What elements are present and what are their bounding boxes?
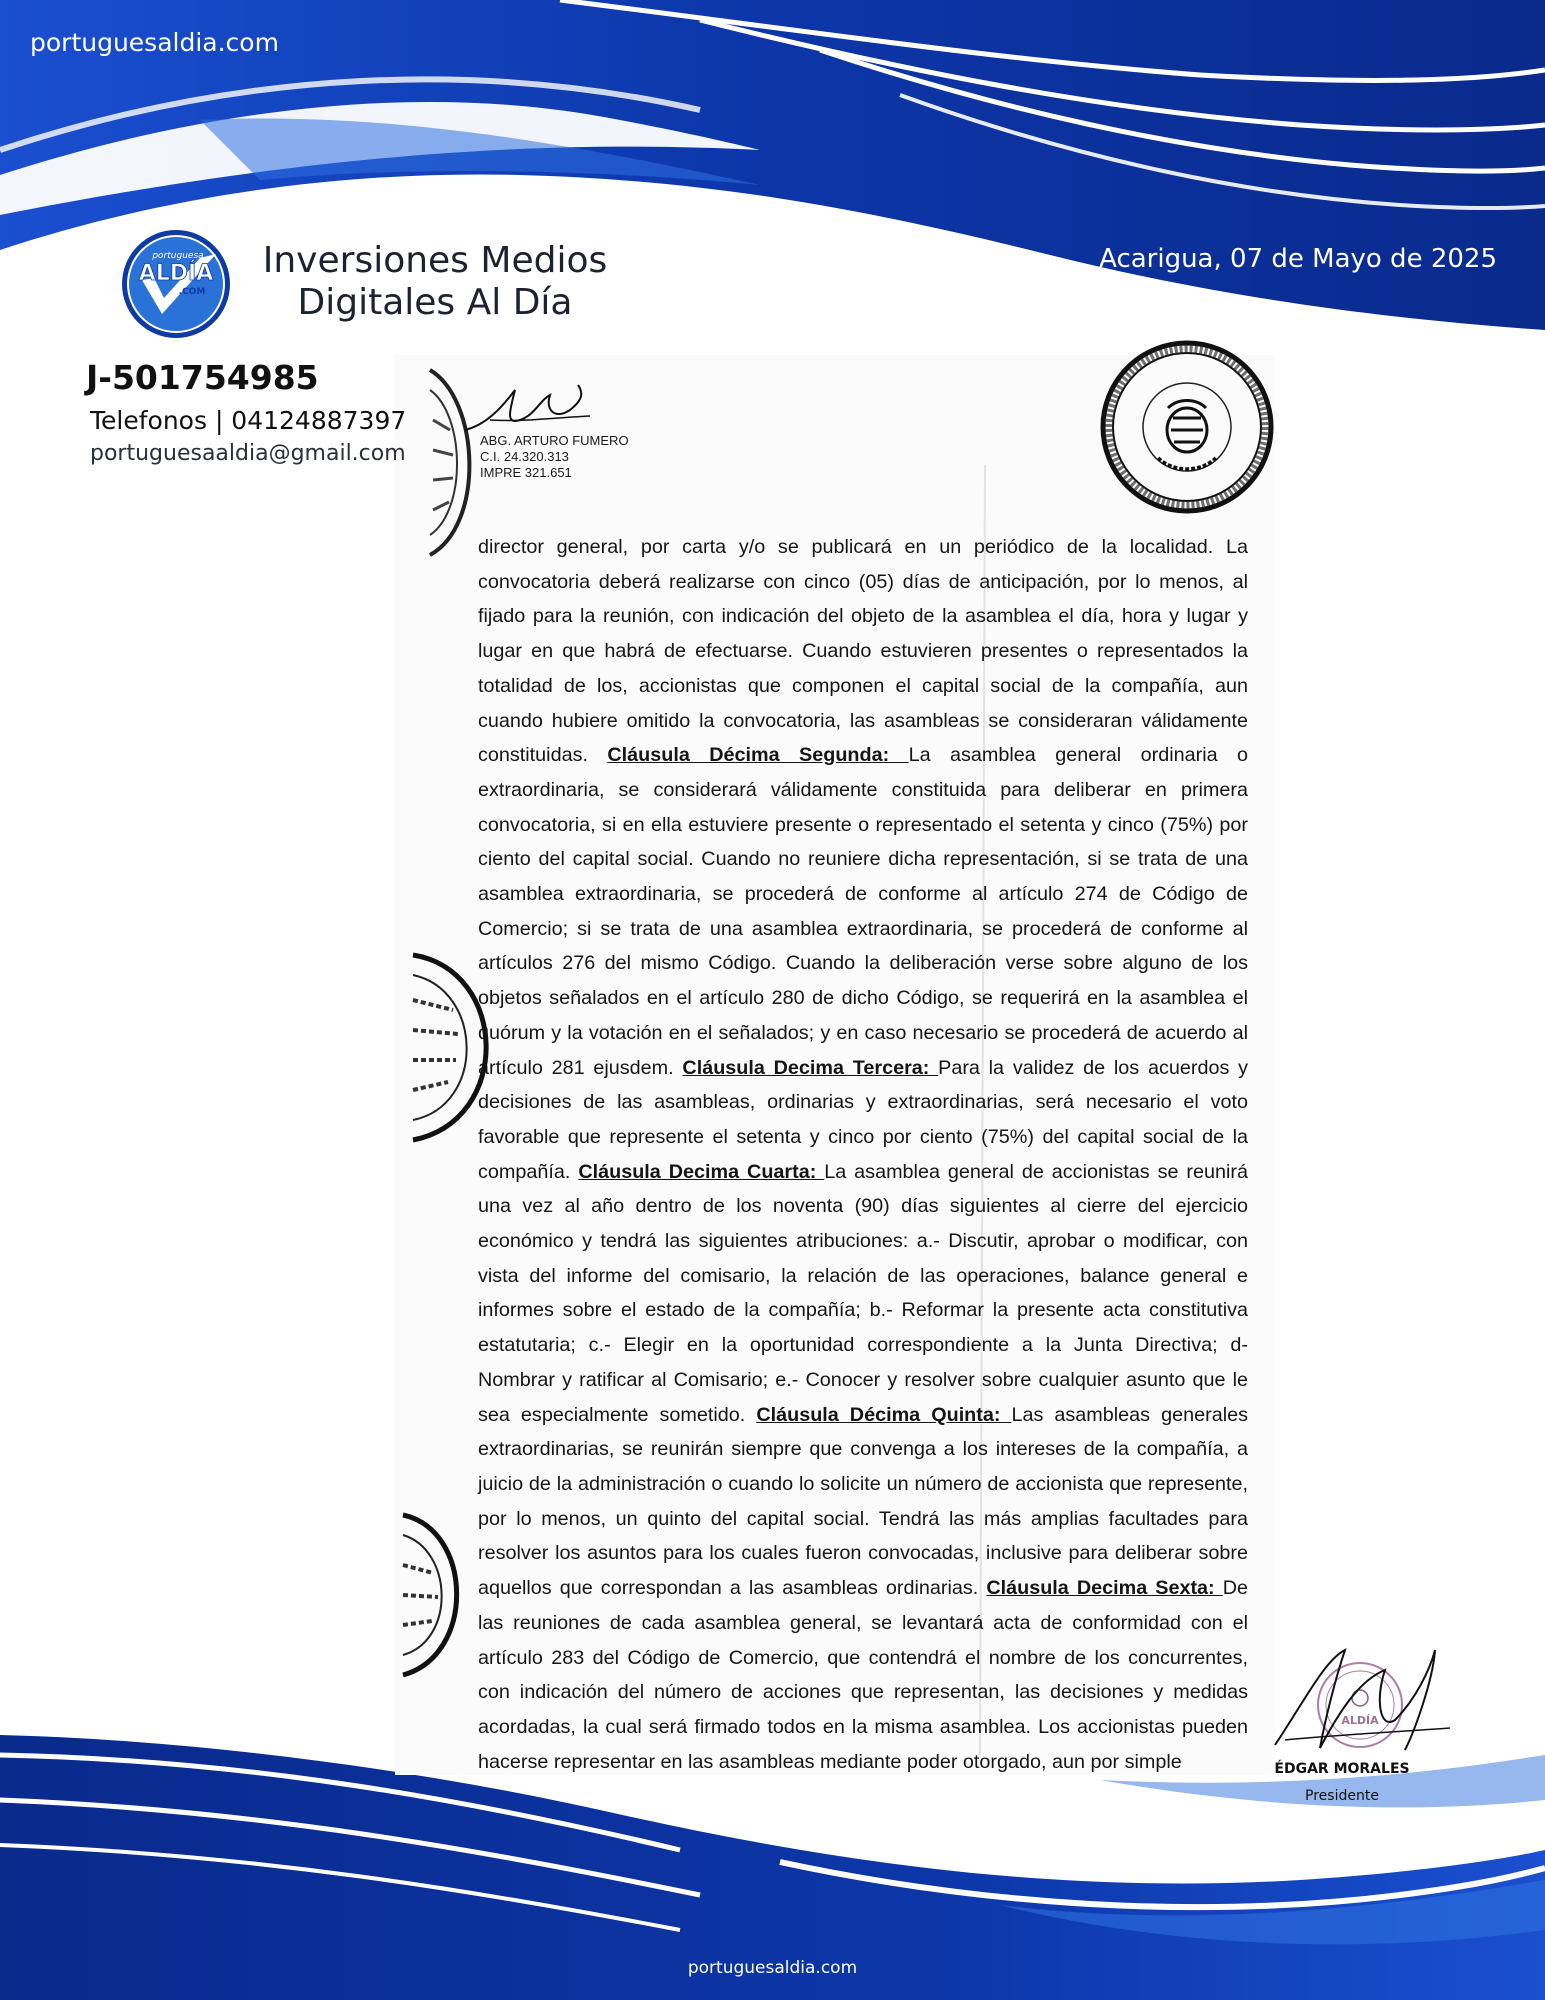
clause-heading-16: Cláusula Decima Sexta: <box>986 1577 1223 1600</box>
site-url-footer: portuguesaldia.com <box>687 1958 858 1978</box>
svg-text:portuguesa: portuguesa <box>152 251 204 261</box>
clause-heading-15: Cláusula Décima Quinta: <box>756 1403 1012 1426</box>
official-government-seal <box>1098 338 1276 516</box>
lawyer-credentials <box>480 433 629 481</box>
company-rif: J-501754985 <box>86 358 319 397</box>
president-signature-stamp <box>1265 1640 1455 1760</box>
company-name-line1: Inversiones Medios <box>262 240 608 281</box>
site-url-header: portuguesaldia.com <box>30 28 279 57</box>
clause-text-16: De las reuniones de cada asamblea general, se levantará acta de conformidad con el artículo 283 del Código de Comercio, que contendrá el nombre de los concurrentes, con indicación del número de acciones que representan, las decisiones y medidas acordadas, la cual será firmado todos en la misma asamblea. Los accionistas pueden hacerse representar en las asambleas mediante poder otorgado, aun por simple <box>478 1577 1248 1773</box>
clause-heading-13: Cláusula Decima Tercera: <box>682 1056 939 1079</box>
paragraph-convocatoria: director general, por carta y/o se publicará en un periódico de la localidad. La convocatoria deberá realizarse con cinco (05) días de anticipación, por lo menos, al fijado para la reunión, con indicación del objeto de la asamblea el día, hora y lugar y lugar en que habrá de efectuarse. Cuando estuvieren presentes o representados la totalidad de los, accionistas que componen el capital social de la compañía, aun cuando hubiere omitido la convocatoria, las asambleas se consideraran válidamente constituidas. <box>478 536 1248 767</box>
lawyer-ci: C.I. 24.320.313 <box>480 449 569 464</box>
company-phone: Telefonos | 04124887397 <box>90 406 407 435</box>
svg-text:ALDÍA: ALDÍA <box>138 261 214 286</box>
clause-heading-14: Cláusula Decima Cuarta: <box>578 1160 825 1183</box>
company-name <box>255 240 615 324</box>
company-name-line2: Digitales Al Día <box>297 282 573 323</box>
document-date: Acarigua, 07 de Mayo de 2025 <box>1099 244 1497 274</box>
clause-text-14: La asamblea general de accionistas se reunirá una vez al año dentro de los noventa (90) días siguientes al cierre del ejercicio económico y tendrá las siguientes atribuciones: a.- Discutir, aprobar o modificar, con vista del informe del comisario, la relación de las operaciones, balance general e informes sobre el estado de la compañía; b.- Reformar la presente acta constitutiva estatutaria; c.- Elegir en la oportunidad correspondiente a la Junta Directiva; d- Nombrar y ratificar al Comisario; e.- Conocer y resolver sobre cualquier asunto que le sea especialmente sometido. <box>478 1160 1248 1426</box>
svg-text:.COM: .COM <box>178 287 206 297</box>
lawyer-signature <box>460 380 600 440</box>
company-email: portuguesaaldia@gmail.com <box>90 441 406 466</box>
president-role: Presidente <box>1305 1788 1379 1804</box>
clause-heading-12: Cláusula Décima Segunda: <box>607 744 909 767</box>
clause-text-13: Para la validez de los acuerdos y decisiones de las asambleas, ordinarias y extraordinarias, será necesario el voto favorable que represente el setenta y cinco por ciento (75%) del capital social de la compañía. <box>478 1056 1248 1183</box>
clause-text-12: La asamblea general ordinaria o extraordinaria, se considerará válidamente constituida para deliberar en primera convocatoria, si en ella estuviere presente o representado el setenta y cinco (75%) por ciento del capital social. Cuando no reuniere dicha representación, si se trata de una asamblea extraordinaria, se procederá de conforme al artículo 274 de Código de Comercio; si se trata de una asamblea extraordinaria, se procederá de conforme al artículos 276 del mismo Código. Cuando la deliberación verse sobre alguno de los objetos señalados en el artículo 280 de dicho Código, se requerirá en la asamblea el quórum y la votación en el señalados; y en caso necesario se procederá de acuerdo al artículo 281 ejusdem. <box>478 744 1249 1079</box>
clause-text-15: Las asambleas generales extraordinarias, se reunirán siempre que convenga a los intereses de la compañía, a juicio de la administración o cuando lo solicite un número de accionista que represente, por lo menos, un quinto del capital social. Tendrá las más amplias facultades para resolver los asuntos para los cuales fueron convocadas, inclusive para deliberar sobre aquellos que correspondan a las asambleas ordinarias. <box>478 1403 1248 1600</box>
aldia-logo <box>120 228 232 340</box>
president-name: ÉDGAR MORALES <box>1274 1761 1410 1777</box>
lawyer-impre: IMPRE 321.651 <box>480 465 572 480</box>
notary-seal-partial-bottom <box>398 1505 468 1685</box>
lawyer-name: ABG. ARTURO FUMERO <box>480 433 629 448</box>
svg-text:ALDÍA: ALDÍA <box>1341 1714 1379 1727</box>
document-body <box>478 530 1248 1779</box>
